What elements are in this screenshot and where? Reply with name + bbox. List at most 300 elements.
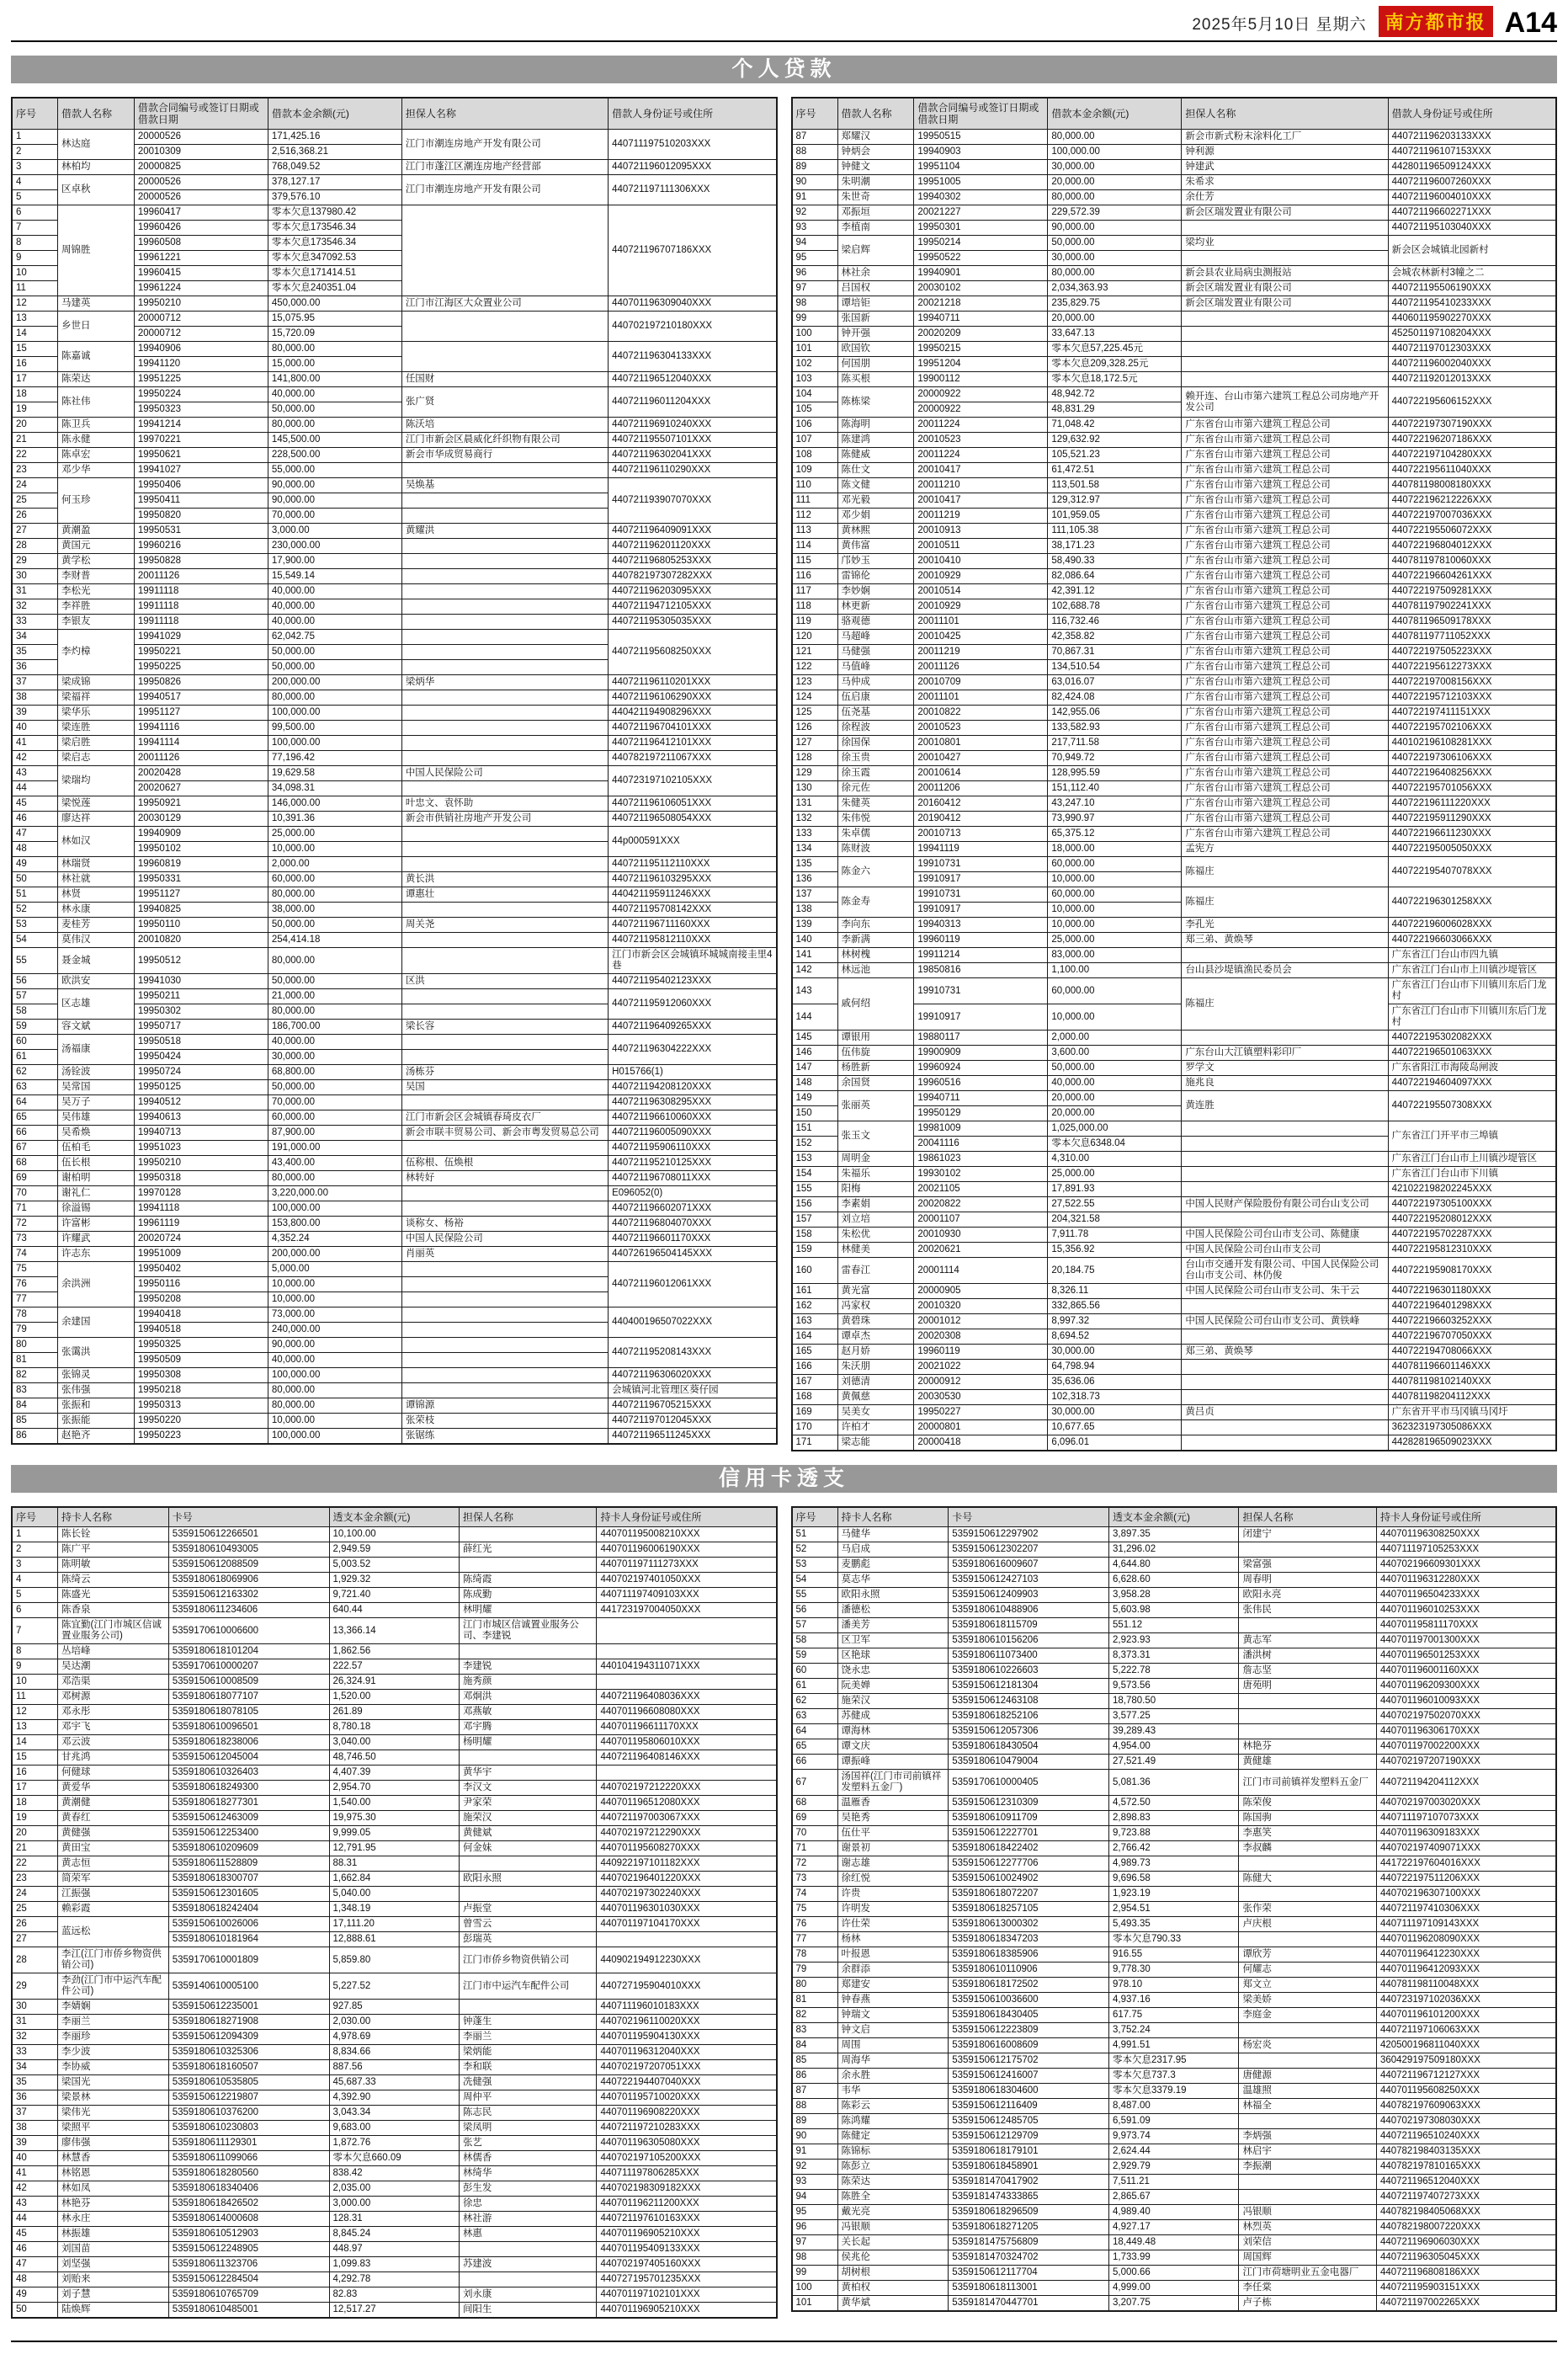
cell: 440782197810165XXX: [1376, 2160, 1556, 2175]
cell: [459, 2242, 597, 2257]
cell: 440701196312040XXX: [597, 2045, 777, 2060]
cell: 440721197407273XXX: [1376, 2190, 1556, 2205]
table-row: [12, 827, 777, 842]
cell: 440721196412101XXX: [609, 736, 777, 751]
table-row: [12, 903, 777, 918]
table-row: [12, 2090, 777, 2106]
cell: [1182, 312, 1388, 327]
cell: 5359180618101204: [168, 1644, 329, 1659]
cell: 191,000.00: [268, 1141, 401, 1156]
table-row: [792, 2250, 1557, 2266]
cell: 5359150612284504: [168, 2272, 329, 2287]
cell: 黄爱华: [58, 1781, 169, 1796]
loan-section-title: 个人贷款: [11, 56, 1557, 83]
cell: 5,081.36: [1109, 1770, 1239, 1796]
cell: [1182, 1137, 1388, 1152]
table-row: [12, 1720, 777, 1735]
cell: 440721196805253XXX: [609, 554, 777, 569]
cell: 19970221: [134, 433, 268, 448]
cell: [1239, 1694, 1377, 1709]
cell: 林达庭: [58, 130, 135, 160]
cell: 20020822: [914, 1197, 1048, 1212]
cell: 张伟民: [1239, 1603, 1377, 1618]
cell: 440702196110020XXX: [597, 2015, 777, 2030]
table-row: [792, 1603, 1557, 1618]
cell: 陈健大: [1239, 1872, 1377, 1887]
cell: 75: [12, 1262, 58, 1277]
cell: [1182, 372, 1388, 387]
cell: 440721195912060XXX: [609, 989, 777, 1020]
cell: 梁瑞均: [58, 766, 135, 796]
table-row: [12, 675, 777, 690]
cell: 5359180618257105: [949, 1902, 1109, 1917]
cell: 5359150612485705: [949, 2114, 1109, 2129]
cell: 107: [792, 433, 838, 448]
cell: [1239, 1542, 1377, 1558]
cell: 杨胜新: [837, 1061, 914, 1076]
cell: 12: [12, 296, 58, 312]
cell: 零本欠息3379.19: [1109, 2084, 1239, 2099]
cell: 80,000.00: [268, 418, 401, 433]
cell: 5359180610765709: [168, 2287, 329, 2303]
table-row: [12, 433, 777, 448]
cell: 448.97: [329, 2242, 459, 2257]
cell: 5,040.00: [329, 1887, 459, 1902]
table-row: [792, 1856, 1557, 1872]
cell: 440711197107073XXX: [1376, 1811, 1556, 1826]
column-header: 借款人名称: [837, 98, 914, 130]
cell: [401, 630, 608, 645]
cell: 31,296.02: [1109, 1542, 1239, 1558]
cell: 440702197212220XXX: [597, 1781, 777, 1796]
cell: 440711197109143XXX: [1376, 1917, 1556, 1932]
cell: 89: [792, 160, 838, 175]
cell: 20: [12, 418, 58, 433]
cell: 林烈英: [1239, 2220, 1377, 2235]
cell: 广东省台山市第六建筑工程总公司: [1182, 569, 1388, 584]
cell: 440701196611170XXX: [597, 1720, 777, 1735]
cell: 441722197604016XXX: [1376, 1856, 1556, 1872]
cell: 39,289.43: [1109, 1724, 1239, 1739]
table-header-row: [12, 1507, 777, 1527]
cell: 36: [12, 660, 58, 675]
cell: 70,867.31: [1048, 645, 1182, 660]
cell: 440722196301258XXX: [1388, 887, 1556, 918]
cell: 440721196012061XXX: [609, 1262, 777, 1307]
cell: 4,392.90: [329, 2090, 459, 2106]
cell: 中国人民保险公司台山市支公司、黄铁峰: [1182, 1314, 1388, 1329]
cell: 15,549.14: [268, 569, 401, 584]
cell: 周仲平: [459, 2090, 597, 2106]
cell: 10,000.00: [268, 842, 401, 857]
cell: 161: [792, 1284, 838, 1299]
cell: 440721196511245XXX: [609, 1429, 777, 1445]
cell: 19950512: [134, 948, 268, 974]
cell: 陈健威: [837, 448, 914, 463]
cell: [1239, 1724, 1377, 1739]
cell: 3,000.00: [268, 524, 401, 539]
cell: 52: [792, 1542, 838, 1558]
cell: 5359150610008509: [168, 1675, 329, 1690]
cell: 会城农林新村3幢之二: [1388, 266, 1556, 281]
cell: 5359180613000302: [949, 1917, 1109, 1932]
cell: 440721195507101XXX: [609, 433, 777, 448]
cell: 440722196804012XXX: [1388, 539, 1556, 554]
cell: 916.55: [1109, 1947, 1239, 1963]
cell: [1182, 1031, 1388, 1046]
cell: 陈社伟: [58, 387, 135, 418]
cell: 20030129: [134, 812, 268, 827]
cell: [459, 2000, 597, 2015]
cell: [1239, 2023, 1377, 2038]
cell: [459, 1527, 597, 1542]
cell: 19940518: [134, 1323, 268, 1338]
column-header: 借款本金余额(元): [1048, 98, 1182, 130]
cell: 440721196002040XXX: [1388, 357, 1556, 372]
cell: 5359170610000405: [949, 1770, 1109, 1796]
cell: 10,391.36: [268, 812, 401, 827]
cell: 20021227: [914, 205, 1048, 221]
cell: 20010913: [914, 524, 1048, 539]
table-row: [792, 2038, 1557, 2053]
cell: 13,366.14: [329, 1618, 459, 1644]
cell: 442801196509124XXX: [1388, 160, 1556, 175]
cell: 19941030: [134, 974, 268, 989]
cell: 143: [792, 978, 838, 1004]
cell: 广东省台山市第六建筑工程总公司: [1182, 781, 1388, 796]
table-row: [792, 1573, 1557, 1588]
cell: 440721197003067XXX: [597, 1811, 777, 1826]
cell: [401, 1141, 608, 1156]
cell: 5359150612129709: [949, 2129, 1109, 2144]
card-table-right: [791, 1506, 1558, 2312]
cell: 19950211: [134, 989, 268, 1004]
cell: 李和联: [459, 2060, 597, 2075]
table-row: [792, 781, 1557, 796]
cell: 19950227: [914, 1405, 1048, 1420]
cell: 440701196010253XXX: [1376, 1603, 1556, 1618]
table-row: [12, 2000, 777, 2015]
cell: 20000526: [134, 175, 268, 190]
cell: 93: [792, 221, 838, 236]
cell: 121: [792, 645, 838, 660]
cell: 5359180618430405: [949, 2008, 1109, 2023]
cell: 刘贻来: [58, 2272, 169, 2287]
cell: 5359180616008609: [949, 2038, 1109, 2053]
cell: 邓少娟: [837, 509, 914, 524]
cell: 5,859.80: [329, 1947, 459, 1973]
cell: 梁悦莲: [58, 796, 135, 812]
cell: 20010713: [914, 827, 1048, 842]
cell: 1,929.32: [329, 1573, 459, 1588]
cell: [597, 1675, 777, 1690]
table-row: [12, 1887, 777, 1902]
cell: 新会区瑞发置业有限公司: [1182, 281, 1388, 296]
cell: 李新满: [837, 933, 914, 948]
cell: 35: [12, 645, 58, 660]
cell: 江门市中运汽车配件公司: [459, 1973, 597, 2000]
cell: 440721196906030XXX: [1376, 2235, 1556, 2250]
cell: 440721195103040XXX: [1388, 221, 1556, 236]
table-row: [12, 2272, 777, 2287]
cell: 83: [12, 1383, 58, 1398]
cell: 8,834.66: [329, 2045, 459, 2060]
cell: 李灼樟: [58, 630, 135, 675]
table-row: [12, 584, 777, 599]
cell: 彭瑞英: [459, 1932, 597, 1947]
cell: 朱松优: [837, 1228, 914, 1243]
cell: 82: [792, 2008, 838, 2023]
table-row: [12, 1796, 777, 1811]
cell: 林永庄: [58, 2212, 169, 2227]
cell: 440722195506072XXX: [1388, 524, 1556, 539]
cell: 5359170610000207: [168, 1659, 329, 1675]
cell: 40,000.00: [268, 1353, 401, 1368]
cell: 李植南: [837, 221, 914, 236]
cell: 440711196010183XXX: [597, 2000, 777, 2015]
cell: 98: [792, 2250, 838, 2266]
cell: 杨宏炎: [1239, 2038, 1377, 2053]
cell: 440721196408146XXX: [597, 1750, 777, 1766]
cell: 19910731: [914, 887, 1048, 903]
cell: 卢振堂: [459, 1902, 597, 1917]
cell: [401, 312, 608, 342]
cell: 潘德松: [837, 1603, 949, 1618]
cell: 12: [12, 1705, 58, 1720]
table-row: [792, 736, 1557, 751]
cell: 88: [792, 145, 838, 160]
cell: 38,000.00: [268, 903, 401, 918]
table-row: [12, 1414, 777, 1429]
cell: 66: [792, 1755, 838, 1770]
table-row: [792, 493, 1557, 509]
cell: 11: [12, 1690, 58, 1705]
cell: 78: [792, 1947, 838, 1963]
table-row: [792, 524, 1557, 539]
cell: 82,424.08: [1048, 690, 1182, 706]
cell: 广东省台山市第六建筑工程总公司: [1182, 599, 1388, 615]
cell: 郑三弟、黄焕琴: [1182, 933, 1388, 948]
cell: 440721196711160XXX: [609, 918, 777, 933]
column-header: 透支本金余额(元): [1109, 1507, 1239, 1527]
cell: 徐玉霞: [837, 766, 914, 781]
cell: 零本欠息347092.53: [268, 251, 401, 266]
cell: 何金妹: [459, 1841, 597, 1856]
cell: [401, 1186, 608, 1201]
cell: 440721196110201XXX: [609, 675, 777, 690]
cell: 2,954.70: [329, 1781, 459, 1796]
cell: 70,000.00: [268, 1095, 401, 1110]
cell: 20020621: [914, 1243, 1048, 1258]
cell: 1,520.00: [329, 1690, 459, 1705]
cell: 440702197003020XXX: [1376, 1796, 1556, 1811]
cell: 91: [792, 190, 838, 205]
cell: [401, 827, 608, 842]
table-row: [12, 1186, 777, 1201]
cell: 19950225: [134, 660, 268, 675]
table-row: [792, 569, 1557, 584]
cell: 8,373.31: [1109, 1648, 1239, 1664]
cell: 广东省台山市第六建筑工程总公司: [1182, 615, 1388, 630]
cell: 5359150612057306: [949, 1724, 1109, 1739]
cell: 134,510.54: [1048, 660, 1182, 675]
cell: 新会市联丰贸易公司、新会市粤发贸易总公司: [401, 1126, 608, 1141]
cell: 1,923.19: [1109, 1887, 1239, 1902]
cell: 广东省台山市第六建筑工程总公司: [1182, 690, 1388, 706]
cell: 阮美婵: [837, 1679, 949, 1694]
table-row: [12, 2136, 777, 2151]
cell: 19950424: [134, 1050, 268, 1065]
cell: 440722195908170XXX: [1388, 1258, 1556, 1284]
cell: 80,000.00: [1048, 190, 1182, 205]
cell: 4,292.78: [329, 2272, 459, 2287]
cell: 39: [12, 706, 58, 721]
cell: 20010929: [914, 569, 1048, 584]
cell: 5359150612175702: [949, 2053, 1109, 2069]
cell: 20011224: [914, 418, 1048, 433]
cell: 黄国元: [58, 539, 135, 554]
cell: 19950717: [134, 1020, 268, 1035]
cell: 19950406: [134, 478, 268, 493]
cell: 45,687.33: [329, 2075, 459, 2090]
cell: 江门市潮连房地产开发有限公司: [401, 130, 608, 160]
cell: 20,184.75: [1048, 1258, 1182, 1284]
cell: 116,732.46: [1048, 615, 1182, 630]
cell: 12,888.61: [329, 1932, 459, 1947]
cell: 20021022: [914, 1360, 1048, 1375]
cell: 李炳强: [1239, 2129, 1377, 2144]
cell: 19950826: [134, 675, 268, 690]
cell: 新会区瑞发置业有限公司: [1182, 205, 1388, 221]
cell: 47: [12, 827, 58, 842]
cell: 吴国: [401, 1080, 608, 1095]
cell: 40,000.00: [268, 584, 401, 599]
table-row: [12, 615, 777, 630]
cell: 广东省江门开平市三埠镇: [1388, 1121, 1556, 1152]
cell: 麦桂芳: [58, 918, 135, 933]
cell: 陈绮云: [58, 1573, 169, 1588]
cell: 59: [792, 1648, 838, 1664]
cell: 440722196604261XXX: [1388, 569, 1556, 584]
cell: 76: [792, 1917, 838, 1932]
table-row: [12, 2257, 777, 2272]
cell: 79: [792, 1963, 838, 1978]
cell: 440701196312280XXX: [1376, 1573, 1556, 1588]
cell: 5359150612277706: [949, 1856, 1109, 1872]
cell: 440701196301030XXX: [597, 1902, 777, 1917]
cell: 40,000.00: [268, 599, 401, 615]
table-row: [792, 2296, 1557, 2312]
cell: 19911214: [914, 948, 1048, 963]
cell: 129: [792, 766, 838, 781]
cell: 19: [12, 402, 58, 418]
cell: 中国人民保险公司: [401, 1232, 608, 1247]
cell: 陈建鸿: [837, 433, 914, 448]
cell: 100,000.00: [268, 706, 401, 721]
cell: 105: [792, 402, 838, 418]
cell: 15,720.09: [268, 327, 401, 342]
cell: 19910731: [914, 857, 1048, 872]
cell: 零本欠息660.09: [329, 2151, 459, 2166]
cell: 3,577.25: [1109, 1709, 1239, 1724]
table-row: [792, 1902, 1557, 1917]
cell: 陈长铨: [58, 1527, 169, 1542]
cell: 5359180618113001: [949, 2281, 1109, 2296]
card-table-right-col: [791, 1506, 1558, 2312]
cell: 19950223: [134, 1429, 268, 1445]
cell: 梁景林: [58, 2090, 169, 2106]
cell: 19950331: [134, 872, 268, 887]
cell: 19950125: [134, 1080, 268, 1095]
cell: 153,800.00: [268, 1217, 401, 1232]
loan-table-right-col: [791, 97, 1558, 1451]
cell: 19950110: [134, 918, 268, 933]
cell: 19950129: [914, 1106, 1048, 1121]
cell: 5359150612463108: [949, 1694, 1109, 1709]
cell: 70: [792, 1826, 838, 1841]
cell: 440721196012095XXX: [609, 160, 777, 175]
table-row: [12, 1171, 777, 1186]
cell: 27,521.49: [1109, 1755, 1239, 1770]
column-header: 持卡人名称: [837, 1507, 949, 1527]
cell: 87: [792, 130, 838, 145]
cell: 440601195902270XXX: [1388, 312, 1556, 327]
cell: 145: [792, 1031, 838, 1046]
cell: 440721193907070XXX: [609, 478, 777, 524]
cell: 张玉文: [837, 1121, 914, 1152]
cell: [401, 660, 608, 675]
table-row: [792, 1527, 1557, 1542]
table-row: [792, 584, 1557, 599]
cell: 15: [12, 342, 58, 357]
cell: 440721196203133XXX: [1388, 130, 1556, 145]
cell: [401, 645, 608, 660]
cell: 乡世日: [58, 312, 135, 342]
cell: 20010410: [914, 554, 1048, 569]
cell: 20000712: [134, 312, 268, 327]
cell: 陈荣达: [58, 372, 135, 387]
cell: 5359180618458901: [949, 2160, 1109, 2175]
cell: 440721196308295XXX: [609, 1095, 777, 1110]
table-row: [12, 1902, 777, 1917]
cell: 61: [12, 1050, 58, 1065]
cell: 83: [792, 2023, 838, 2038]
cell: 159: [792, 1243, 838, 1258]
table-row: [792, 1121, 1557, 1137]
table-row: [792, 1887, 1557, 1902]
cell: 44p000591XXX: [609, 827, 777, 857]
cell: 林远池: [837, 963, 914, 978]
cell: 广东省台山市第六建筑工程总公司: [1182, 751, 1388, 766]
cell: 19950621: [134, 448, 268, 463]
cell: 侯兆伦: [837, 2250, 949, 2266]
cell: [401, 933, 608, 948]
cell: [459, 2272, 597, 2287]
cell: 5359181470447701: [949, 2296, 1109, 2312]
cell: 19941214: [134, 418, 268, 433]
cell: 6: [12, 1603, 58, 1618]
cell: 5359150612253400: [168, 1826, 329, 1841]
cell: 97: [792, 2235, 838, 2250]
cell: 林儒香: [459, 2151, 597, 2166]
cell: 115: [792, 554, 838, 569]
cell: 江门市新会区会城镇环城城南接圭里4巷: [609, 948, 777, 974]
cell: 440722197509281XXX: [1388, 584, 1556, 599]
cell: 广东省台山市第六建筑工程总公司: [1182, 721, 1388, 736]
cell: 5,603.98: [1109, 1603, 1239, 1618]
cell: 65: [12, 1110, 58, 1126]
cell: 9,573.56: [1109, 1679, 1239, 1694]
